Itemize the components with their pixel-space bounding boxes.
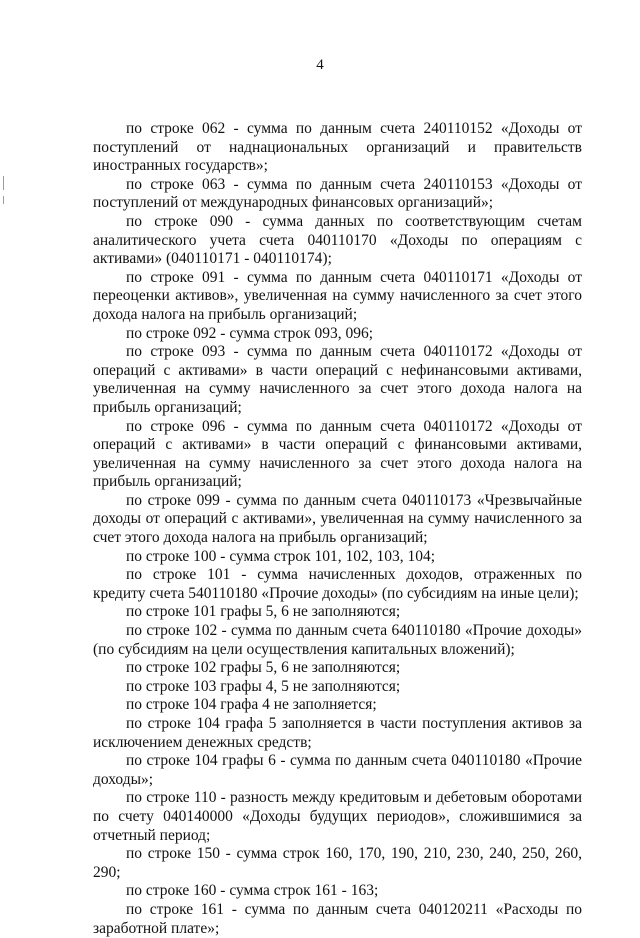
paragraph: по строке 102 - сумма по данным счета 640110180 «Прочие доходы» (по субсидиям на цели осуществления капитальных вложений);: [93, 622, 582, 658]
scan-edge-mark: [3, 176, 4, 190]
paragraph: по строке 063 - сумма по данным счета 240110153 «Доходы от поступлений от международных финансовых организаций»;: [93, 175, 582, 212]
paragraph: по строке 104 графы 6 - сумма по данным счета 040110180 «Прочие доходы»;: [93, 752, 582, 788]
paragraph: по строке 104 графа 5 заполняется в части поступления активов за исключением денежных средств;: [93, 715, 582, 751]
paragraph: по строке 091 - сумма по данным счета 040110171 «Доходы от переоценки активов», увеличенная на сумму начисленного за счет этого дохода налога на прибыль организаций;: [93, 268, 582, 323]
scan-edge-mark: [3, 196, 4, 204]
page-number: 4: [316, 57, 324, 73]
paragraph: по строке 161 - сумма по данным счета 040120211 «Расходы по заработной плате»;: [93, 900, 582, 937]
paragraph: по строке 150 - сумма строк 160, 170, 190, 210, 230, 240, 250, 260, 290;: [93, 845, 582, 881]
paragraph: по строке 100 - сумма строк 101, 102, 103, 104;: [126, 547, 436, 565]
paragraph: по строке 110 - разность между кредитовым и дебетовым оборотами по счету 040140000 «Доходы будущих периодов», сложившимися за отчетный период;: [93, 789, 582, 844]
paragraph: по строке 093 - сумма по данным счета 040110172 «Доходы от операций с активами» в части операций с нефинансовыми активами, увеличенная на сумму начисленного за счет этого дохода налога на прибыль организаций;: [93, 343, 582, 416]
paragraph: по строке 103 графы 4, 5 не заполняются;: [126, 677, 401, 695]
paragraph: по строке 096 - сумма по данным счета 040110172 «Доходы от операций с активами» в части операций с финансовыми активами, увеличенная на сумму начисленного за счет этого дохода налога на прибыль организаций;: [93, 417, 582, 491]
paragraph: по строке 104 графа 4 не заполняется;: [126, 696, 377, 714]
paragraph: по строке 160 - сумма строк 161 - 163;: [126, 882, 379, 900]
paragraph: по строке 099 - сумма по данным счета 040110173 «Чрезвычайные доходы от операций с активами», увеличенная на сумму начисленного за счет этого дохода налога на прибыль организаций;: [93, 491, 582, 547]
paragraph: по строке 090 - сумма данных по соответствующим счетам аналитического учета счета 040110170 «Доходы по операциям с активами» (040110171 - 040110174);: [93, 212, 582, 268]
document-body: [93, 120, 582, 938]
paragraph: по строке 092 - сумма строк 093, 096;: [126, 324, 374, 342]
paragraph: по строке 062 - сумма по данным счета 240110152 «Доходы от поступлений от наднациональных организаций и правительств иностранных государств»;: [93, 120, 582, 175]
paragraph: по строке 102 графы 5, 6 не заполняются;: [126, 659, 401, 677]
paragraph: по строке 101 графы 5, 6 не заполняются;: [126, 603, 401, 621]
paragraph: по строке 101 - сумма начисленных доходов, отраженных по кредиту счета 540110180 «Прочие доходы» (по субсидиям на иные цели);: [93, 566, 582, 602]
